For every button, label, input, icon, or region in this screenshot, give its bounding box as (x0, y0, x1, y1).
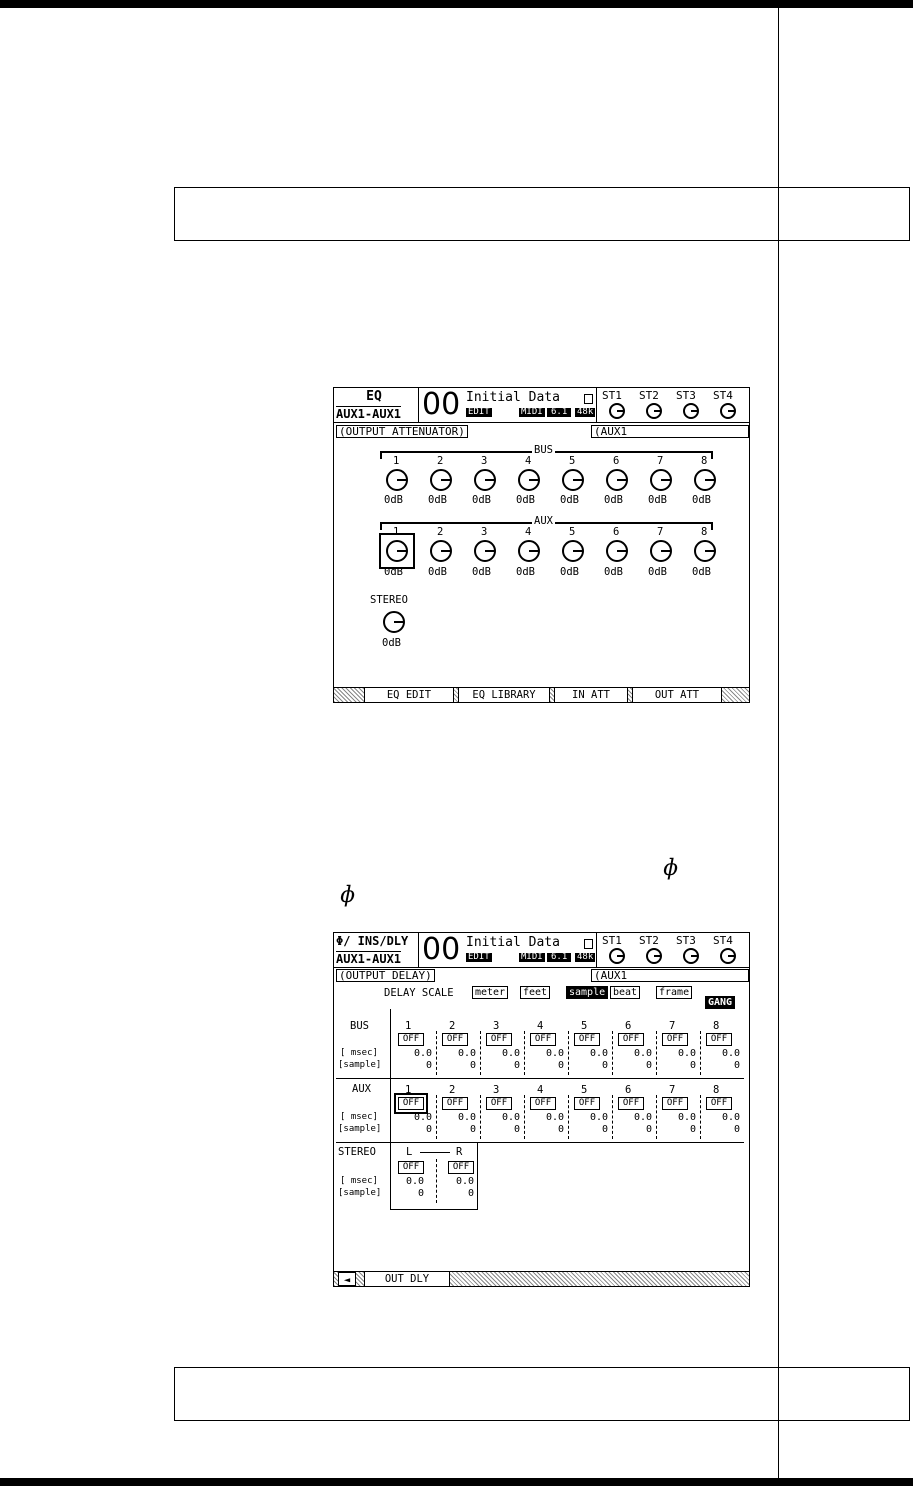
st1-knob-icon[interactable] (609, 948, 625, 964)
aux-7-sample: 0 (689, 1124, 696, 1135)
bus-value-4: 0dB (516, 494, 535, 506)
aux-6-sample: 0 (645, 1124, 652, 1135)
scene-title: Initial Data (466, 390, 560, 405)
aux-value-2: 0dB (428, 566, 447, 578)
bus-number-8: 8 (701, 455, 708, 467)
bus-value-2: 0dB (428, 494, 447, 506)
phase-symbol-2: ɸ (340, 883, 356, 908)
bus-delay-number-2: 2 (449, 1020, 456, 1032)
aux-number-5: 5 (569, 526, 576, 538)
column-divider (480, 1095, 481, 1139)
bus-3-msec: 0.0 (501, 1048, 520, 1059)
column-divider (656, 1031, 657, 1075)
channel-name: AUX1-AUX1 (336, 952, 402, 966)
tab-out-dly[interactable]: OUT DLY (364, 1272, 450, 1286)
st3-label: ST3 (676, 934, 696, 947)
st2-knob-icon[interactable] (646, 403, 662, 419)
aux-4-knob-icon[interactable] (518, 540, 540, 562)
tab-eq-library[interactable]: EQ LIBRARY (458, 688, 550, 702)
bus-delay-number-8: 8 (713, 1020, 720, 1032)
rate-badge: 48k (577, 952, 594, 962)
bus-2-sample: 0 (469, 1060, 476, 1071)
tab-bar (334, 687, 749, 702)
output-attenuator-screen (333, 387, 750, 703)
aux-2-sample: 0 (469, 1124, 476, 1135)
aux-3-knob-icon[interactable] (474, 540, 496, 562)
scale-frame-button[interactable]: frame (656, 986, 692, 999)
scale-beat-button[interactable]: beat (610, 986, 640, 999)
aux-number-2: 2 (437, 526, 444, 538)
column-divider (612, 1095, 613, 1139)
bus-6-knob-icon[interactable] (606, 469, 628, 491)
bus-number-1: 1 (393, 455, 400, 467)
bus-7-sample: 0 (689, 1060, 696, 1071)
stereo-r-msec: 0.0 (455, 1176, 474, 1187)
aux-5-msec: 0.0 (589, 1112, 608, 1123)
aux-value-8: 0dB (692, 566, 711, 578)
gang-button[interactable]: GANG (705, 996, 735, 1009)
bus-1-knob-icon[interactable] (386, 469, 408, 491)
st4-knob-icon[interactable] (720, 403, 736, 419)
aux-number-3: 3 (481, 526, 488, 538)
stereo-r-off-button[interactable]: OFF (448, 1161, 474, 1174)
bus-6-sample: 0 (645, 1060, 652, 1071)
aux-1-off-button[interactable]: OFF (398, 1097, 424, 1110)
aux-8-msec: 0.0 (721, 1112, 740, 1123)
st1-label: ST1 (602, 389, 622, 402)
scale-meter-button[interactable]: meter (472, 986, 508, 999)
page-title: (OUTPUT ATTENUATOR) (336, 425, 468, 438)
aux-6-msec: 0.0 (633, 1112, 652, 1123)
bus-number-4: 4 (525, 455, 532, 467)
scene-number: 00 (422, 387, 461, 422)
aux-delay-number-3: 3 (493, 1084, 500, 1096)
scene-title: Initial Data (466, 935, 560, 950)
column-divider (436, 1031, 437, 1075)
st4-label: ST4 (713, 389, 733, 402)
bus-number-7: 7 (657, 455, 664, 467)
column-divider (568, 1095, 569, 1139)
bus-3-sample: 0 (513, 1060, 520, 1071)
stereo-msec-label: [ msec] (340, 1176, 378, 1186)
bus-delay-number-5: 5 (581, 1020, 588, 1032)
aux-7-msec: 0.0 (677, 1112, 696, 1123)
column-divider (612, 1031, 613, 1075)
midi-badge: MIDI (521, 952, 543, 962)
stereo-r-label: R (456, 1146, 463, 1158)
bus-sample-label: [sample] (338, 1060, 382, 1070)
memory-icon (584, 939, 593, 949)
bus-value-8: 0dB (692, 494, 711, 506)
tab-in-att[interactable]: IN ATT (554, 688, 628, 702)
column-divider (656, 1095, 657, 1139)
bus-number-6: 6 (613, 455, 620, 467)
aux-3-off-button[interactable]: OFF (486, 1097, 512, 1110)
aux-4-off-button[interactable]: OFF (530, 1097, 556, 1110)
aux-5-knob-icon[interactable] (562, 540, 584, 562)
aux-5-off-button[interactable]: OFF (574, 1097, 600, 1110)
aux-delay-number-2: 2 (449, 1084, 456, 1096)
bus-msec-label: [ msec] (340, 1048, 378, 1058)
aux-4-sample: 0 (557, 1124, 564, 1135)
surround-badge: 6.1 (547, 953, 571, 962)
aux-number-8: 8 (701, 526, 708, 538)
edit-badge: EDIT (468, 952, 490, 962)
bus-3-off-button[interactable]: OFF (486, 1033, 512, 1046)
selection-cursor (379, 533, 415, 569)
stereo-r-sample: 0 (467, 1188, 474, 1199)
aux-number-4: 4 (525, 526, 532, 538)
aux-msec-label: [ msec] (340, 1112, 378, 1122)
screen-header (334, 388, 749, 423)
scale-feet-button[interactable]: feet (520, 986, 550, 999)
column-divider (436, 1095, 437, 1139)
tab-bar (334, 1271, 749, 1286)
st4-label: ST4 (713, 934, 733, 947)
bus-1-sample: 0 (425, 1060, 432, 1071)
st2-label: ST2 (639, 389, 659, 402)
bus-number-2: 2 (437, 455, 444, 467)
bus-number-3: 3 (481, 455, 488, 467)
bus-value-5: 0dB (560, 494, 579, 506)
st1-knob-icon[interactable] (609, 403, 625, 419)
selected-channel: (AUX1 (591, 425, 749, 438)
aux-3-sample: 0 (513, 1124, 520, 1135)
aux-6-off-button[interactable]: OFF (618, 1097, 644, 1110)
stereo-l-msec: 0.0 (405, 1176, 424, 1187)
aux-row-label: AUX (352, 1083, 371, 1095)
stereo-sample-label: [sample] (338, 1188, 382, 1198)
bus-6-msec: 0.0 (633, 1048, 652, 1059)
bus-1-msec: 0.0 (413, 1048, 432, 1059)
rate-badge: 48k (577, 407, 594, 417)
bus-value-1: 0dB (384, 494, 403, 506)
aux-5-sample: 0 (601, 1124, 608, 1135)
bus-5-off-button[interactable]: OFF (574, 1033, 600, 1046)
aux-8-off-button[interactable]: OFF (706, 1097, 732, 1110)
aux-2-off-button[interactable]: OFF (442, 1097, 468, 1110)
bus-delay-number-3: 3 (493, 1020, 500, 1032)
bus-2-knob-icon[interactable] (430, 469, 452, 491)
page-title: (OUTPUT DELAY) (336, 969, 435, 982)
bus-value-7: 0dB (648, 494, 667, 506)
bus-6-off-button[interactable]: OFF (618, 1033, 644, 1046)
bus-delay-number-7: 7 (669, 1020, 676, 1032)
aux-1-msec: 0.0 (413, 1112, 432, 1123)
aux-delay-number-4: 4 (537, 1084, 544, 1096)
st3-label: ST3 (676, 389, 696, 402)
scene-number: 00 (422, 932, 461, 967)
aux-number-1: 1 (393, 526, 400, 538)
phase-symbol-1: ɸ (663, 856, 679, 881)
stereo-value: 0dB (382, 637, 401, 649)
aux-value-6: 0dB (604, 566, 623, 578)
bus-label: BUS (534, 444, 553, 456)
column-divider (436, 1159, 437, 1203)
bus-8-msec: 0.0 (721, 1048, 740, 1059)
bus-7-off-button[interactable]: OFF (662, 1033, 688, 1046)
bus-delay-number-6: 6 (625, 1020, 632, 1032)
edit-badge: EDIT (468, 407, 490, 417)
bus-delay-number-1: 1 (405, 1020, 412, 1032)
aux-6-knob-icon[interactable] (606, 540, 628, 562)
aux-2-knob-icon[interactable] (430, 540, 452, 562)
bus-3-knob-icon[interactable] (474, 469, 496, 491)
screen-name: EQ (366, 389, 382, 404)
st3-knob-icon[interactable] (683, 948, 699, 964)
bus-4-msec: 0.0 (545, 1048, 564, 1059)
bus-7-msec: 0.0 (677, 1048, 696, 1059)
midi-badge: MIDI (521, 407, 543, 417)
screen-name: Φ/ INS/DLY (336, 934, 409, 948)
bus-row-label: BUS (350, 1020, 369, 1032)
aux-delay-number-1: 1 (405, 1084, 412, 1096)
aux-delay-number-5: 5 (581, 1084, 588, 1096)
st2-knob-icon[interactable] (646, 948, 662, 964)
aux-delay-number-7: 7 (669, 1084, 676, 1096)
stereo-knob-icon[interactable] (383, 611, 405, 633)
stereo-l-off-button[interactable]: OFF (398, 1161, 424, 1174)
st3-knob-icon[interactable] (683, 403, 699, 419)
bus-4-sample: 0 (557, 1060, 564, 1071)
aux-8-sample: 0 (733, 1124, 740, 1135)
column-divider (568, 1031, 569, 1075)
selected-channel: (AUX1 (591, 969, 749, 982)
bus-number-5: 5 (569, 455, 576, 467)
aux-number-7: 7 (657, 526, 664, 538)
bus-8-sample: 0 (733, 1060, 740, 1071)
top-rule (0, 0, 913, 8)
column-divider (524, 1031, 525, 1075)
st1-label: ST1 (602, 934, 622, 947)
aux-sample-label: [sample] (338, 1124, 382, 1134)
bus-4-knob-icon[interactable] (518, 469, 540, 491)
aux-4-msec: 0.0 (545, 1112, 564, 1123)
aux-7-knob-icon[interactable] (650, 540, 672, 562)
scale-sample-button[interactable]: sample (566, 986, 608, 999)
column-divider (524, 1095, 525, 1139)
column-divider (700, 1095, 701, 1139)
bus-5-msec: 0.0 (589, 1048, 608, 1059)
aux-2-msec: 0.0 (457, 1112, 476, 1123)
note-box-bottom (174, 1367, 910, 1421)
aux-7-off-button[interactable]: OFF (662, 1097, 688, 1110)
tab-out-att[interactable]: OUT ATT (632, 688, 722, 702)
bus-1-off-button[interactable]: OFF (398, 1033, 424, 1046)
aux-8-knob-icon[interactable] (694, 540, 716, 562)
bus-8-off-button[interactable]: OFF (706, 1033, 732, 1046)
stereo-l-sample: 0 (417, 1188, 424, 1199)
tab-eq-edit[interactable]: EQ EDIT (364, 688, 454, 702)
bus-value-3: 0dB (472, 494, 491, 506)
note-box-top (174, 187, 910, 241)
column-divider (700, 1031, 701, 1075)
bus-4-off-button[interactable]: OFF (530, 1033, 556, 1046)
output-delay-screen (333, 932, 750, 1287)
aux-value-5: 0dB (560, 566, 579, 578)
stereo-l-label: L (406, 1146, 413, 1158)
delay-scale-label: DELAY SCALE (384, 987, 454, 999)
back-arrow-icon[interactable]: ◄ (338, 1272, 356, 1286)
memory-icon (584, 394, 593, 404)
stereo-label: STEREO (370, 594, 408, 606)
bus-value-6: 0dB (604, 494, 623, 506)
surround-badge: 6.1 (547, 408, 571, 417)
bus-2-off-button[interactable]: OFF (442, 1033, 468, 1046)
aux-value-7: 0dB (648, 566, 667, 578)
aux-value-3: 0dB (472, 566, 491, 578)
aux-label: AUX (534, 515, 553, 527)
bus-delay-number-4: 4 (537, 1020, 544, 1032)
aux-3-msec: 0.0 (501, 1112, 520, 1123)
channel-name: AUX1-AUX1 (336, 407, 402, 421)
bottom-rule (0, 1478, 913, 1486)
bus-2-msec: 0.0 (457, 1048, 476, 1059)
column-divider (480, 1031, 481, 1075)
screen-header (334, 933, 749, 968)
bus-8-knob-icon[interactable] (694, 469, 716, 491)
aux-delay-number-8: 8 (713, 1084, 720, 1096)
bus-7-knob-icon[interactable] (650, 469, 672, 491)
aux-1-sample: 0 (425, 1124, 432, 1135)
aux-value-4: 0dB (516, 566, 535, 578)
st2-label: ST2 (639, 934, 659, 947)
aux-delay-number-6: 6 (625, 1084, 632, 1096)
stereo-row-label: STEREO (338, 1146, 376, 1158)
bus-5-knob-icon[interactable] (562, 469, 584, 491)
bus-5-sample: 0 (601, 1060, 608, 1071)
aux-number-6: 6 (613, 526, 620, 538)
st4-knob-icon[interactable] (720, 948, 736, 964)
aux-value-1: 0dB (384, 566, 403, 578)
